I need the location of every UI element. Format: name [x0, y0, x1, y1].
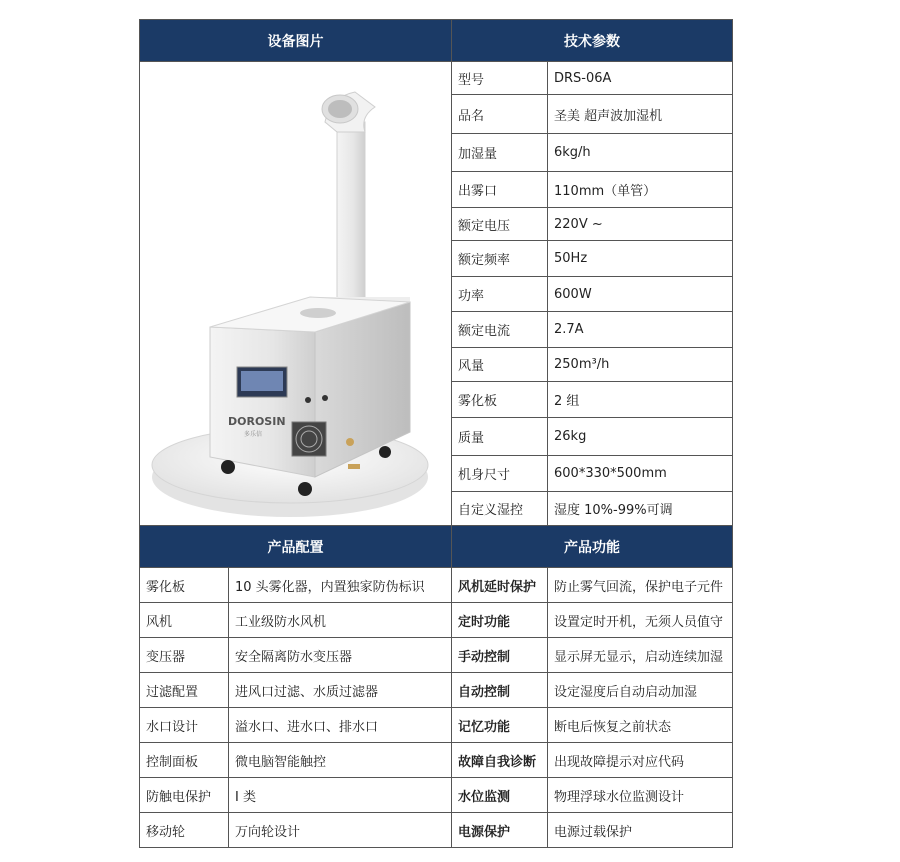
- function-value: 电源过载保护: [548, 813, 733, 848]
- function-label: 记忆功能: [452, 708, 548, 743]
- function-value: 断电后恢复之前状态: [548, 708, 733, 743]
- spec-label: 型号: [452, 62, 548, 95]
- spec-label: 出雾口: [452, 172, 548, 208]
- config-function-row: [140, 603, 733, 638]
- spec-label: 功率: [452, 277, 548, 312]
- spec-sheet: [139, 19, 732, 848]
- function-value: 显示屏无显示，启动连续加湿: [548, 638, 733, 673]
- config-value: 安全隔离防水变压器: [229, 638, 452, 673]
- config-label: 控制面板: [140, 743, 229, 778]
- config-function-row: [140, 638, 733, 673]
- function-value: 设定湿度后自动启动加湿: [548, 673, 733, 708]
- spec-label: 额定电流: [452, 312, 548, 347]
- spec-label: 质量: [452, 417, 548, 455]
- spec-value: 湿度 10%-99%可调: [548, 491, 733, 525]
- spec-label: 自定义湿控: [452, 491, 548, 525]
- svg-text:多乐信: 多乐信: [244, 431, 263, 438]
- spec-row: [140, 62, 733, 95]
- function-value: 防止雾气回流，保护电子元件: [548, 568, 733, 603]
- config-function-row: [140, 743, 733, 778]
- function-label: 电源保护: [452, 813, 548, 848]
- spec-label: 额定电压: [452, 208, 548, 241]
- function-label: 定时功能: [452, 603, 548, 638]
- spec-label: 额定频率: [452, 241, 548, 277]
- spec-value: 110mm（单管）: [548, 172, 733, 208]
- config-value: 进风口过滤、水质过滤器: [229, 673, 452, 708]
- spec-value: 圣美 超声波加湿机: [548, 95, 733, 134]
- spec-value: 50Hz: [548, 241, 733, 277]
- spec-label: 机身尺寸: [452, 455, 548, 491]
- spec-value: 2.7A: [548, 312, 733, 347]
- product-image: [140, 62, 452, 526]
- config-label: 变压器: [140, 638, 229, 673]
- config-label: 雾化板: [140, 568, 229, 603]
- function-label: 水位监测: [452, 778, 548, 813]
- config-label: 防触电保护: [140, 778, 229, 813]
- spec-value: DRS-06A: [548, 62, 733, 95]
- spec-value: 6kg/h: [548, 134, 733, 172]
- spec-value: 26kg: [548, 417, 733, 455]
- config-function-row: [140, 813, 733, 848]
- function-label: 自动控制: [452, 673, 548, 708]
- header-functions: 产品功能: [452, 526, 733, 568]
- config-value: 工业级防水风机: [229, 603, 452, 638]
- config-value: 10 头雾化器，内置独家防伪标识: [229, 568, 452, 603]
- config-function-row: [140, 673, 733, 708]
- spec-label: 品名: [452, 95, 548, 134]
- spec-value: 220V ~: [548, 208, 733, 241]
- spec-value: 250m³/h: [548, 347, 733, 381]
- spec-value: 2 组: [548, 381, 733, 417]
- spec-value: 600*330*500mm: [548, 455, 733, 491]
- config-label: 风机: [140, 603, 229, 638]
- config-function-row: [140, 778, 733, 813]
- config-value: 溢水口、进水口、排水口: [229, 708, 452, 743]
- function-label: 手动控制: [452, 638, 548, 673]
- product-table: [139, 19, 733, 848]
- config-function-row: [140, 568, 733, 603]
- config-value: 万向轮设计: [229, 813, 452, 848]
- spec-label: 雾化板: [452, 381, 548, 417]
- config-function-row: [140, 708, 733, 743]
- spec-label: 风量: [452, 347, 548, 381]
- config-value: I 类: [229, 778, 452, 813]
- svg-text:DOROSIN: DOROSIN: [228, 415, 286, 428]
- spec-label: 加湿量: [452, 134, 548, 172]
- header-tech-params: 技术参数: [452, 20, 733, 62]
- header-config: 产品配置: [140, 526, 452, 568]
- config-label: 移动轮: [140, 813, 229, 848]
- config-label: 水口设计: [140, 708, 229, 743]
- function-value: 设置定时开机，无须人员值守: [548, 603, 733, 638]
- function-label: 故障自我诊断: [452, 743, 548, 778]
- section-header-row: [140, 526, 733, 568]
- function-value: 物理浮球水位监测设计: [548, 778, 733, 813]
- function-value: 出现故障提示对应代码: [548, 743, 733, 778]
- function-label: 风机延时保护: [452, 568, 548, 603]
- config-value: 微电脑智能触控: [229, 743, 452, 778]
- spec-value: 600W: [548, 277, 733, 312]
- config-label: 过滤配置: [140, 673, 229, 708]
- header-device-image: 设备图片: [140, 20, 452, 62]
